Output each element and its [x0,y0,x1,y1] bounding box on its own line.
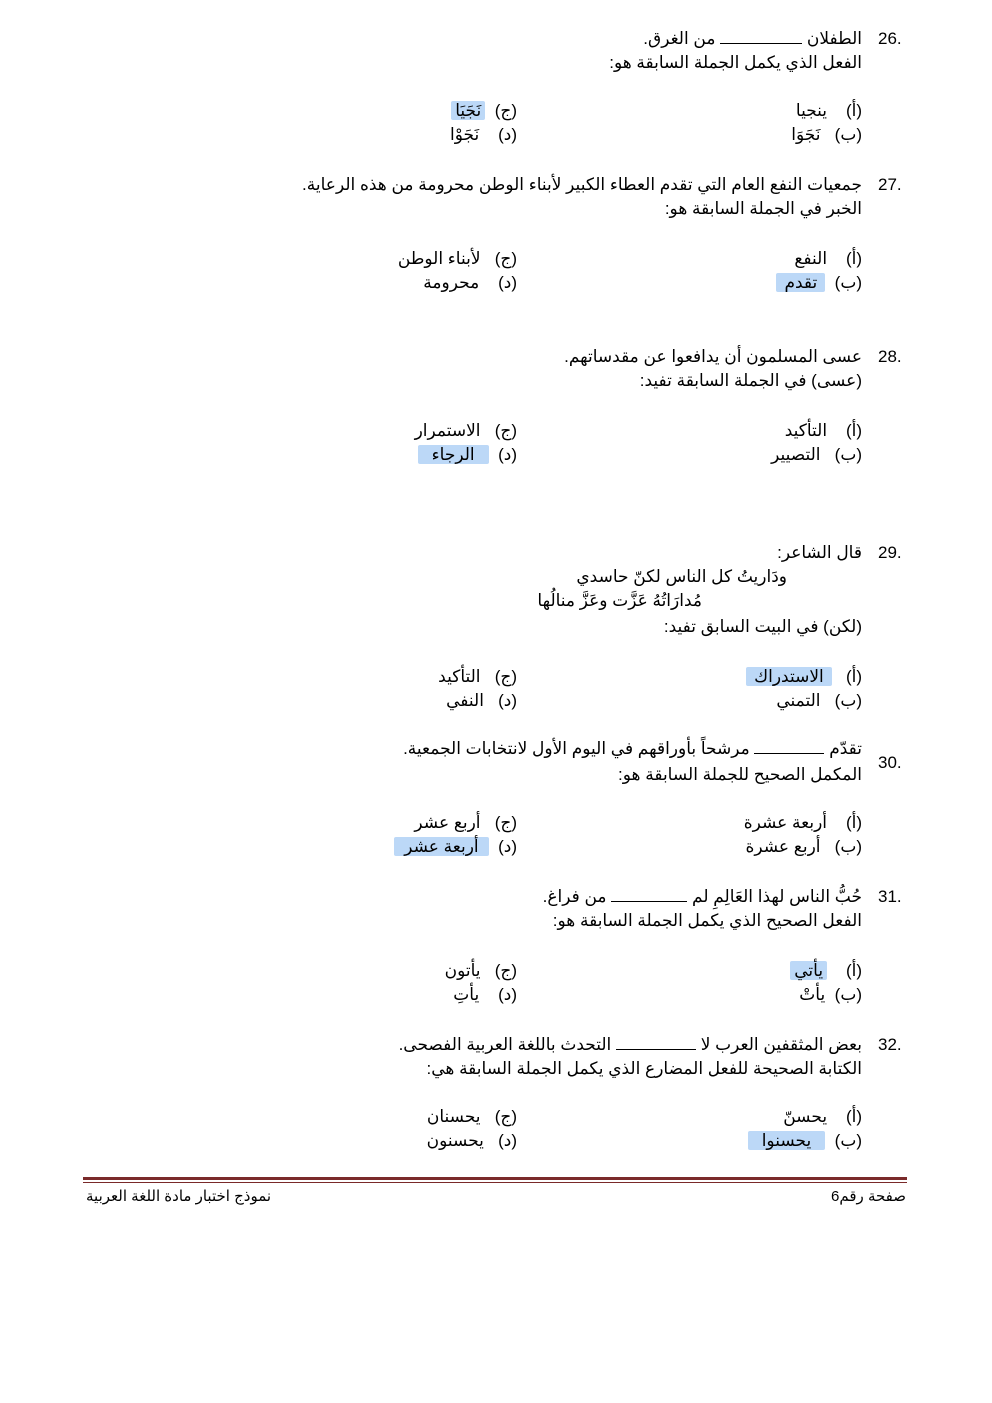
option-letter: (ج) [494,961,517,980]
option-letter: (د) [498,445,517,464]
option-d[interactable] [450,124,517,146]
option-letter: (ب) [834,1131,862,1150]
option-text: ينجيا [795,101,828,120]
option-letter: (د) [498,837,517,856]
option-a[interactable] [744,812,862,834]
option-d[interactable] [446,690,517,712]
option-letter: (ج) [494,101,517,120]
option-text: يحسنّ [783,1107,828,1126]
option-d[interactable] [394,836,517,858]
question-number: 29. [878,543,902,562]
question-number: 32. [878,1035,902,1054]
option-text: محرومة [423,273,480,292]
option-letter: (ب) [834,985,862,1004]
option-letter: (د) [498,1131,517,1150]
option-letter: (أ) [845,421,862,440]
option-d[interactable] [423,272,517,294]
option-text: أربع عشر [414,813,481,832]
footer-title: نموذج اختبار مادة اللغة العربية [86,1188,272,1205]
option-a[interactable] [785,420,862,442]
stem-after: مرشحاً بأوراقهم في اليوم الأول لانتخابات الجمعية. [403,739,750,758]
option-letter: (أ) [845,1107,862,1126]
question-prompt: الكتابة الصحيحة للفعل المضارع الذي يكمل الجملة السابقة هي: [426,1059,862,1078]
stem-before: حُبُّ الناس لهذا العَالِمِ لم [692,887,862,906]
option-letter: (د) [498,273,517,292]
option-letter: (ج) [494,1107,517,1126]
option-d[interactable] [453,984,517,1006]
answer-blank [616,1035,696,1050]
option-letter: (ج) [494,421,517,440]
option-text-highlighted: يحسنوا [748,1131,826,1150]
option-text: نَجَوْا [449,125,480,144]
option-text: نَجَوَا [791,125,821,144]
verse-line-2: مُدارَاتُهُ عَزَّت وعَزَّ منالُها [537,591,702,610]
option-b[interactable] [748,1130,862,1152]
option-letter: (ج) [494,813,517,832]
option-a[interactable] [796,100,862,122]
option-letter: (د) [498,125,517,144]
option-letter: (ج) [494,249,517,268]
option-letter: (أ) [845,249,862,268]
option-letter: (أ) [845,101,862,120]
question-stem [403,738,862,760]
option-text-highlighted: أربعة عشر [394,837,488,856]
option-c[interactable] [427,1106,517,1128]
question-prompt: (لكن) في البيت السابق تفيد: [663,617,862,636]
option-b[interactable] [776,690,862,712]
question-prompt: الخبر في الجملة السابقة هو: [664,199,862,218]
question-stem: عسى المسلمون أن يدافعوا عن مقدساتهم. [564,347,862,366]
answer-blank [611,887,687,902]
option-text-highlighted: يأتي [790,961,827,980]
option-c[interactable] [438,666,517,688]
option-c[interactable] [445,960,517,982]
option-b[interactable] [771,444,862,466]
option-letter: (ب) [834,273,862,292]
question-prompt: الفعل الذي يكمل الجملة السابقة هو: [609,53,862,72]
option-a[interactable] [794,248,862,270]
footer-rule-thin [83,1182,907,1183]
option-c[interactable] [415,420,517,442]
option-letter: (أ) [845,667,862,686]
stem-after: من الغرق. [643,29,716,48]
question-prompt: المكمل الصحيح للجملة السابقة هو: [618,765,862,784]
option-text: يأتون [444,961,481,980]
option-b[interactable] [791,124,862,146]
option-c[interactable] [398,248,517,270]
option-c[interactable] [451,100,517,122]
question-prompt: (عسى) في الجملة السابقة تفيد: [639,371,862,390]
option-d[interactable] [427,1130,517,1152]
option-text: النفع [794,249,828,268]
option-a[interactable] [790,960,862,982]
option-b[interactable] [799,984,862,1006]
stem-before: الطفلان [806,29,862,48]
question-stem: جمعيات النفع العام التي تقدم العطاء الكبير لأبناء الوطن محرومة من هذه الرعاية. [302,175,862,194]
option-a[interactable] [783,1106,862,1128]
question-number: 30. [878,753,902,772]
option-d[interactable] [418,444,517,466]
option-text: التأكيد [438,667,481,686]
question-stem [543,886,862,908]
stem-after: التحدث باللغة العربية الفصحى. [398,1035,612,1054]
question-stem [399,1034,862,1056]
option-text-highlighted: تقدم [776,273,825,292]
question-number: 31. [878,887,902,906]
option-text: التصيير [771,445,821,464]
option-text: يأتِ [453,985,480,1004]
answer-blank [720,29,802,44]
question-number: 26. [878,29,902,48]
stem-before: بعض المثقفين العرب لا [700,1035,862,1054]
option-text: أربع عشرة [745,837,821,856]
footer-rule-thick [83,1177,907,1180]
option-text: يحسنون [426,1131,484,1150]
option-text: أربعة عشرة [743,813,828,832]
option-text: يحسنان [426,1107,481,1126]
option-letter: (د) [498,691,517,710]
page-number-label: صفحة رقم6 [831,1188,906,1205]
option-letter: (د) [498,985,517,1004]
option-b[interactable] [745,836,862,858]
option-text: التمني [776,691,821,710]
answer-blank [754,739,824,754]
option-text-highlighted: الرجاء [418,445,489,464]
question-prompt: الفعل الصحيح الذي يكمل الجملة السابقة هو: [552,911,862,930]
stem-before: تقدّم [829,739,862,758]
option-letter: (ب) [834,445,862,464]
option-text: يأتْ [799,985,826,1004]
option-text-highlighted: الاستدراك [746,667,832,686]
option-letter: (أ) [845,961,862,980]
option-letter: (ب) [834,837,862,856]
option-letter: (ب) [834,691,862,710]
verse-line-1: ودَاريتُ كل الناس لكنّ حاسدي [576,567,787,586]
question-stem [643,28,862,50]
option-text: التأكيد [784,421,828,440]
option-letter: (ب) [834,125,862,144]
option-text-highlighted: نَجَيَا [451,101,485,120]
option-text: الاستمرار [414,421,481,440]
stem-after: من فراغ. [542,887,607,906]
option-letter: (أ) [845,813,862,832]
option-a[interactable] [746,666,862,688]
question-number: 27. [878,175,902,194]
question-number: 28. [878,347,902,366]
option-text: لأبناء الوطن [397,249,481,268]
question-stem: قال الشاعر: [777,543,862,562]
option-b[interactable] [776,272,862,294]
option-c[interactable] [414,812,517,834]
option-letter: (ج) [494,667,517,686]
option-text: النفي [446,691,484,710]
